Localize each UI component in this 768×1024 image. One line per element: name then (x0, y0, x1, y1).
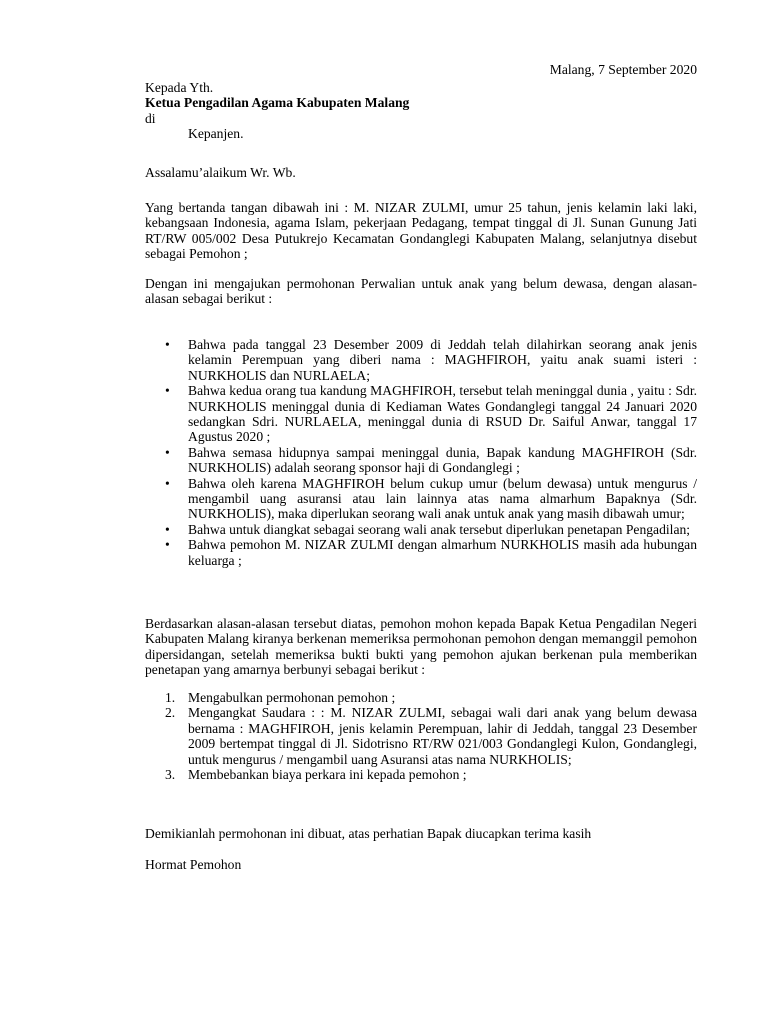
reason-item (145, 522, 697, 537)
petition-item (145, 705, 697, 767)
petition-number: 1. (165, 690, 176, 705)
petition-text: Mengangkat Saudara : : M. NIZAR ZULMI, sebagai wali dari anak yang belum dewasa bernama : MAGHFIROH, jenis kelamin Perempuan, lahir di Jeddah, tanggal 23 Desember 2009 bertempat tinggal di Jl. Sidotrisno RT/RW 021/003 Gondanglegi Kulon, Gondanglegi, untuk mengurus / mengambil uang Asuransi atas nama NURKHOLIS; (188, 705, 697, 767)
recipient-place: Kepanjen. (188, 126, 244, 142)
reason-item (145, 445, 697, 476)
di-line: di (145, 110, 156, 126)
basis-paragraph: Berdasarkan alasan-alasan tersebut diatas, pemohon mohon kepada Bapak Ketua Pengadilan Negeri Kabupaten Malang kiranya berkenan memeriksa permohonan pemohon dengan memanggil pemohon dipersidangan, setelah memeriksa bukti bukti yang pemohon ajukan berkenan pula memberikan penetapan yang amarnya berbunyi sebagai berikut : (145, 616, 697, 678)
bullet-icon: • (165, 521, 170, 537)
reason-text: Bahwa untuk diangkat sebagai seorang wali anak tersebut diperlukan penetapan Pengadilan; (188, 521, 691, 537)
reason-item (145, 537, 697, 568)
greeting: Assalamu’alaikum Wr. Wb. (145, 165, 296, 180)
reason-text: Bahwa pada tanggal 23 Desember 2009 di Jeddah telah dilahirkan seorang anak jenis kelamin Perempuan yang diberi nama : MAGHFIROH, yaitu anak suami isteri : NURKHOLIS dan NURLAELA; (188, 337, 697, 383)
reason-text: Bahwa kedua orang tua kandung MAGHFIROH, tersebut telah meninggal dunia , yaitu : Sdr. NURKHOLIS meninggal dunia di Kediaman Wates Gondanglegi tanggal 24 Januari 2020 sedangkan Sdri. NURLAELA, meninggal dunia di RSUD Dr. Saiful Anwar, tanggal 17 Agustus 2020 ; (188, 383, 697, 445)
bullet-icon: • (165, 537, 170, 553)
request-paragraph: Dengan ini mengajukan permohonan Perwalian untuk anak yang belum dewasa, dengan alasan-alasan sebagai berikut : (145, 276, 697, 307)
petition-item (145, 690, 697, 705)
reason-item (145, 383, 697, 445)
petitions-list (145, 690, 697, 782)
reason-item (145, 337, 697, 383)
petition-number: 3. (165, 767, 176, 783)
signoff: Hormat Pemohon (145, 857, 242, 872)
reason-text: Bahwa pemohon M. NIZAR ZULMI dengan almarhum NURKHOLIS masih ada hubungan keluarga ; (188, 537, 697, 568)
petition-item (145, 767, 697, 782)
petition-number: 2. (165, 705, 176, 721)
bullet-icon: • (165, 337, 170, 352)
intro-paragraph: Yang bertanda tangan dibawah ini : M. NIZAR ZULMI, umur 25 tahun, jenis kelamin laki laki, kebangsaan Indonesia, agama Islam, pekerjaan Pedagang, tempat tinggal di Jl. Sunan Gunung Jati RT/RW 005/002 Desa Putukrejo Kecamatan Gondanglegi Kabupaten Malang, selanjutnya disebut sebagai Pemohon ; (145, 200, 697, 262)
reason-text: Bahwa semasa hidupnya sampai meninggal dunia, Bapak kandung MAGHFIROH (Sdr. NURKHOLIS) adalah seorang sponsor haji di Gondanglegi ; (188, 444, 697, 476)
reason-text: Bahwa oleh karena MAGHFIROH belum cukup umur (belum dewasa) untuk mengurus / mengambil uang asuransi atau lain lainnya atas nama almarhum Bapaknya (Sdr. NURKHOLIS), maka diperlukan seorang wali anak untuk anak yang masih dibawah umur; (188, 475, 697, 522)
closing-paragraph: Demikianlah permohonan ini dibuat, atas perhatian Bapak diucapkan terima kasih (145, 826, 592, 841)
reason-item (145, 476, 697, 522)
petition-text: Membebankan biaya perkara ini kepada pemohon ; (188, 767, 467, 783)
recipient-name: Ketua Pengadilan Agama Kabupaten Malang (145, 95, 410, 111)
reasons-list (145, 337, 697, 568)
bullet-icon: • (165, 475, 170, 491)
petition-text: Mengabulkan permohonan pemohon ; (188, 690, 396, 705)
bullet-icon: • (165, 444, 170, 460)
bullet-icon: • (165, 383, 170, 399)
letter-date: Malang, 7 September 2020 (549, 62, 697, 77)
recipient-block (145, 80, 697, 142)
kepada-line: Kepada Yth. (145, 80, 214, 95)
